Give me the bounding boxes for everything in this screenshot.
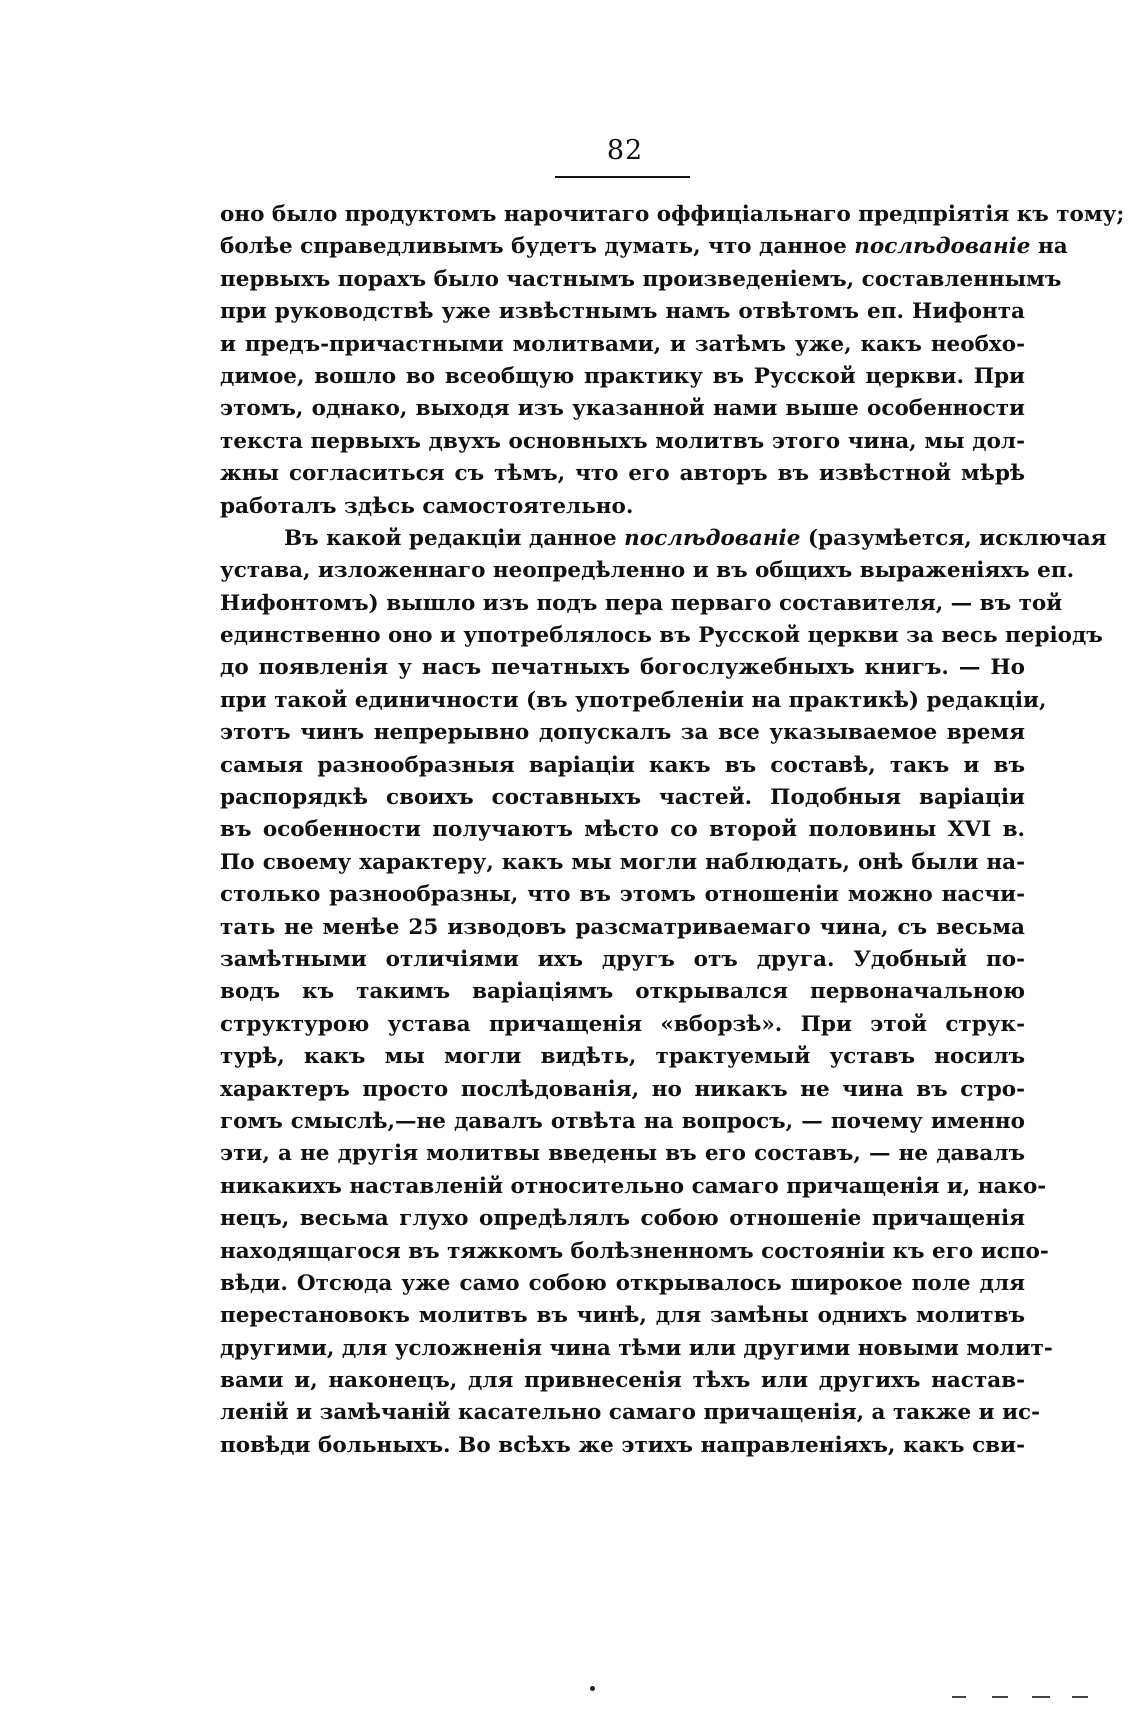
text-line: первыхъ порахъ было частнымъ произведеніемъ, составленнымъ <box>220 266 1062 292</box>
text-line: въ особенности получаютъ мѣсто со второй половины XVI в. <box>220 817 1025 843</box>
text-line: тать не менѣе 25 изводовъ разсматриваемаго чина, съ весьма <box>220 914 1025 940</box>
text-line: димое, вошло во всеобщую практику въ Русской церкви. При <box>220 363 1025 389</box>
scan-mark <box>1032 1696 1050 1698</box>
text-line: и предъ-причастными молитвами, и затѣмъ уже, какъ необхо- <box>220 331 1025 357</box>
text-line: перестановокъ молитвъ въ чинѣ, для замѣны однихъ молитвъ <box>220 1303 1025 1329</box>
scan-mark <box>952 1696 966 1698</box>
print-speck <box>590 1686 595 1691</box>
italic-term: послѣдованіе <box>854 234 1031 260</box>
text-line: устава, изложеннаго неопредѣленно и въ общихъ выраженіяхъ еп. <box>220 558 1075 584</box>
text-line: до появленія у насъ печатныхъ богослужебныхъ книгъ. — Но <box>220 655 1025 681</box>
text-line: повѣди больныхъ. Во всѣхъ же этихъ направленіяхъ, какъ сви- <box>220 1432 1025 1458</box>
text-line: единственно оно и употреблялось въ Русской церкви за весь періодъ <box>220 623 1103 649</box>
text-line: нецъ, весьма глухо опредѣлялъ собою отношеніе причащенія <box>220 1206 1025 1232</box>
scan-mark <box>1072 1696 1088 1698</box>
paragraph-1 <box>220 199 1125 523</box>
scan-mark <box>992 1696 1008 1698</box>
text-segment: болѣе справедливымъ будетъ думать, что данное <box>220 234 855 260</box>
text-line: при такой единичности (въ употребленіи на практикѣ) редакціи, <box>220 687 1047 713</box>
text-line: турѣ, какъ мы могли видѣть, трактуемый уставъ носилъ <box>220 1044 1025 1070</box>
text-line: самыя разнообразныя варіаціи какъ въ составѣ, такъ и въ <box>220 752 1025 778</box>
text-segment: Въ какой редакціи данное <box>284 525 625 551</box>
text-line: замѣтными отличіями ихъ другъ отъ друга. Удобный по- <box>220 946 1025 972</box>
text-line: распорядкѣ своихъ составныхъ частей. Подобныя варіаціи <box>220 785 1025 811</box>
text-line: леній и замѣчаній касательно самаго причащенія, а также и ис- <box>220 1400 1041 1426</box>
text-line: находящагося въ тяжкомъ болѣзненномъ состояніи къ его испо- <box>220 1238 1049 1264</box>
page-number-rule <box>555 176 690 178</box>
text-line: столько разнообразны, что въ этомъ отношеніи можно насчи- <box>220 882 1025 908</box>
text-line: другими, для усложненія чина тѣми или другими новыми молит- <box>220 1335 1053 1361</box>
scan-edge-marks <box>952 1696 1122 1699</box>
text-line: Нифонтомъ) вышло изъ подъ пера перваго составителя, — въ той <box>220 590 1063 616</box>
text-line <box>220 523 1107 555</box>
text-segment: (разумѣется, исключая <box>800 525 1107 551</box>
text-line: вами и, наконецъ, для привнесенія тѣхъ или другихъ настав- <box>220 1368 1025 1394</box>
text-line: этомъ, однако, выходя изъ указанной нами выше особенности <box>220 396 1025 422</box>
text-segment: на <box>1030 234 1068 260</box>
text-line: никакихъ наставленій относительно самаго причащенія и, нако- <box>220 1173 1047 1199</box>
page-number: 82 <box>606 135 644 166</box>
paragraph-2 <box>220 523 1107 1462</box>
text-line <box>220 231 1068 263</box>
text-line: водъ къ такимъ варіаціямъ открывался первоначальною <box>220 979 1025 1005</box>
text-line: оно было продуктомъ нарочитаго оффиціальнаго предпріятія къ тому; <box>220 202 1125 227</box>
text-line: По своему характеру, какъ мы могли наблюдать, онѣ были на- <box>220 849 1025 875</box>
body-text <box>220 199 1125 1462</box>
text-line: вѣди. Отсюда уже само собою открывалось широкое поле для <box>220 1270 1025 1296</box>
text-line: характеръ просто послѣдованія, но никакъ не чина въ стро- <box>220 1076 1025 1102</box>
text-line: этотъ чинъ непрерывно допускалъ за все указываемое время <box>220 720 1025 746</box>
text-line: эти, а не другія молитвы введены въ его составъ, — не давалъ <box>220 1141 1025 1167</box>
italic-term: послѣдованіе <box>624 525 801 551</box>
text-line: текста первыхъ двухъ основныхъ молитвъ этого чина, мы дол- <box>220 428 1025 454</box>
text-line: при руководствѣ уже извѣстнымъ намъ отвѣтомъ еп. Нифонта <box>220 299 1025 325</box>
text-line: структурою устава причащенія «вборзѣ». При этой струк- <box>220 1011 1025 1037</box>
text-line: гомъ смыслѣ,—не давалъ отвѣта на вопросъ, — почему именно <box>220 1108 1025 1134</box>
text-line: жны согласиться съ тѣмъ, что его авторъ въ извѣстной мѣрѣ <box>220 461 1025 487</box>
text-line: работалъ здѣсь самостоятельно. <box>220 493 634 519</box>
